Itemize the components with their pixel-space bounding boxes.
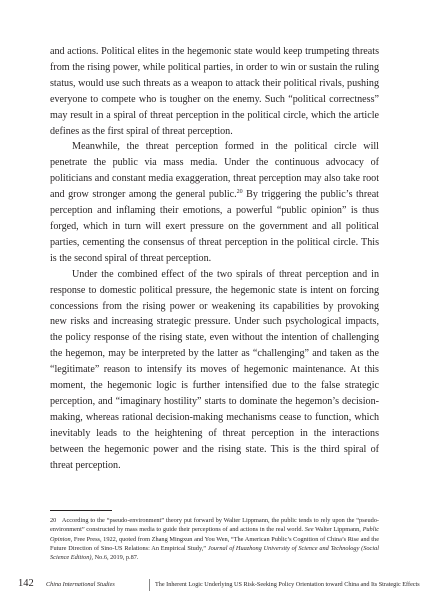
footnote-see: See bbox=[304, 526, 314, 534]
footnote-divider bbox=[50, 510, 112, 511]
body-text bbox=[50, 44, 379, 473]
footnote-text-b: Walter Lippmann, bbox=[313, 526, 363, 534]
paragraph-1: and actions. Political elites in the hegemonic state would keep trumpeting threats from the rising power, while political parties, in order to win or sustain the ruling status, would use such threats as a weapon to attack their political rivals, pushing everyone to compete who is tougher on the enemy. Such “political correctness” may result in a spiral of threat perception in the political circle, which the article defines as the first spiral of threat perception. bbox=[50, 46, 379, 137]
paragraph-3: Under the combined effect of the two spirals of threat perception and in response to domestic political pressure, the hegemonic state is intent on forcing concessions from the rising power or weakening its capabilities by provoking new risks and increasing strategic pressure. Under such psychological impacts, the policy response of the rising state, even without the intention of challenging the hegemon, may be interpreted by the latter as “challenging” and taken as the “legitimate” reason to intensify its moves of hegemonic maintenance. At this moment, the hegemonic logic is further intensified due to the false strategic perception, and “imaginary hostility” starts to dominate the hegemon’s decision-making, whereas rational decision-making mechanisms cease to function, which inevitably leads to the heightening of threat perception in the interactions between the hegemonic power and the rising state. This is the third spiral of threat perception. bbox=[50, 268, 379, 471]
paragraph-2-text-a: Meanwhile, the threat perception formed in the political circle will penetrate the public via mass media. Under the continuous advocacy of politicians and constant media exaggeration, threat perception may also take root and grow stronger among the general public. bbox=[50, 141, 379, 201]
footnote-text-c: , Free Press, 1922, quoted from Zhang Mingxun and You Wen, “The American Public’s Cognition of China’s Rise and the Future Direction of Sino-US Relations: An Empirical Study,” bbox=[50, 535, 379, 552]
footnote-number: 20 bbox=[50, 517, 57, 524]
footer-journal-name: China International Studies bbox=[46, 581, 115, 588]
footnote-20 bbox=[50, 516, 379, 562]
footnote-journal-title: Journal of Huazhong University of Science and Technology (Social Science Edition) bbox=[50, 544, 379, 562]
page-footer bbox=[18, 578, 420, 594]
footer-article-title: The Inherent Logic Underlying US Risk-Seeking Policy Orientation toward China and Its Strategic Effects bbox=[155, 581, 420, 588]
footnote-book-title: Public Opinion bbox=[50, 526, 379, 543]
paragraph-2 bbox=[50, 139, 379, 266]
footnote-reference-20[interactable]: 20 bbox=[236, 189, 243, 196]
footer-separator bbox=[149, 579, 150, 591]
footnote-text-d: , No.6, 2019, p.87. bbox=[91, 554, 139, 562]
page-number: 142 bbox=[18, 578, 34, 589]
paragraph-2-text-b: By triggering the public’s threat perception and inflaming their emotions, a powerful “public opinion” is thus forged, which in turn will exert pressure on the government and all political parties, cementing the consensus of threat perception in the political circle. This is the second spiral of threat perception. bbox=[50, 189, 379, 264]
footnote-text-a: According to the “pseudo-environment” theory put forward by Walter Lippmann, the public tends to rely upon the “pseudo-environment” constructed by mass media to guide their perceptions of and actions in the real world. bbox=[50, 517, 379, 534]
